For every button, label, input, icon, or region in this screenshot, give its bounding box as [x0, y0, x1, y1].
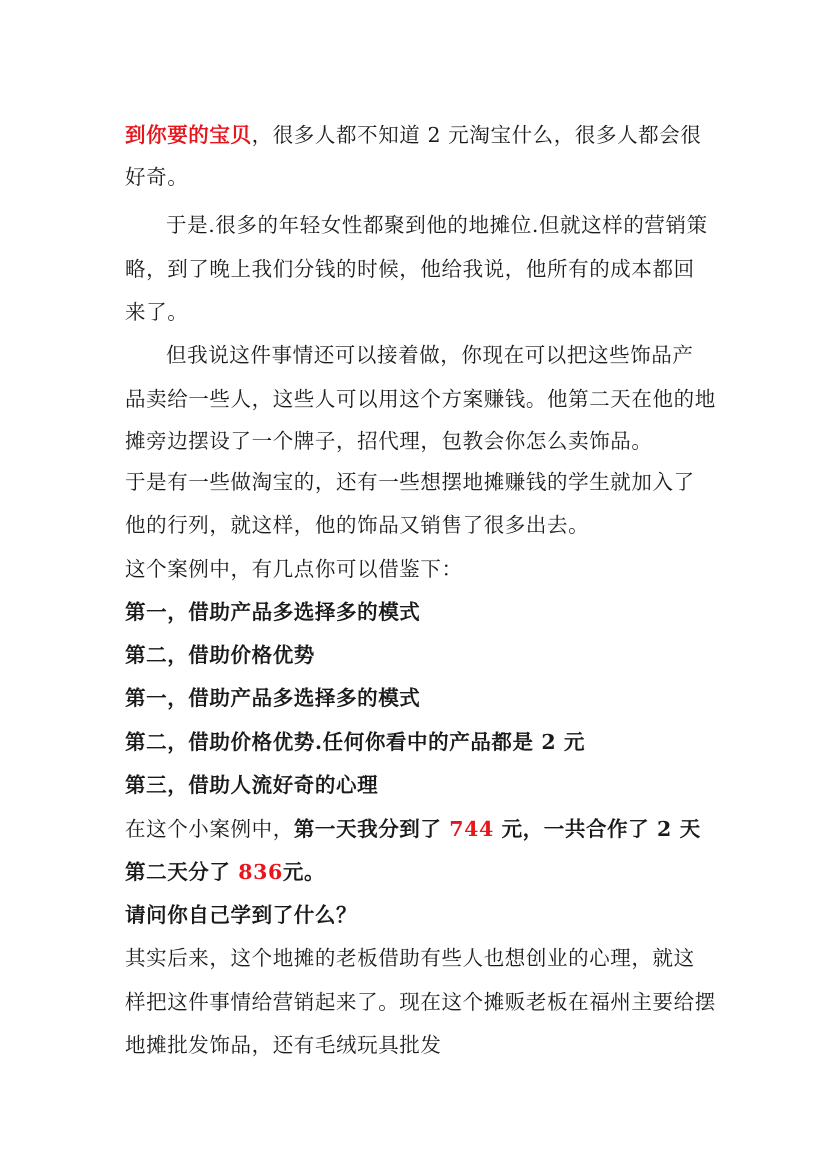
paragraph-2-line-1: 于是.很多的年轻女性都聚到他的地摊位.但就这样的营销策 [166, 213, 708, 237]
paragraph-1-line-1 [125, 118, 701, 148]
earnings-line-2 [125, 855, 325, 885]
question-heading: 请问你自己学到了什么？ [125, 903, 358, 927]
paragraph-3-line-2: 品卖给一些人，这些人可以用这个方案赚钱。他第二天在他的地 [125, 387, 716, 411]
paragraph-6-line-2: 样把这件事情给营销起来了。现在这个摊贩老板在福州主要给摆 [125, 990, 716, 1014]
point-5: 第三，借助人流好奇的心理 [125, 773, 379, 797]
point-4: 第二，借助价格优势.任何你看中的产品都是 2 元 [125, 730, 586, 754]
paragraph-4-line-2: 他的行列，就这样，他的饰品又销售了很多出去。 [125, 513, 590, 537]
point-2: 第二，借助价格优势 [125, 643, 315, 667]
highlight-phrase: 到你要的宝贝 [125, 123, 252, 147]
earnings-day2-suffix: 元。 [282, 860, 326, 884]
paragraph-2-line-2: 略，到了晚上我们分钱的时候，他给我说，他所有的成本都回 [125, 257, 695, 281]
point-1: 第一，借助产品多选择多的模式 [125, 600, 421, 624]
earnings-amount-day2: 836 [238, 860, 283, 884]
earnings-amount-day1: 744 [449, 817, 494, 841]
earnings-prefix: 在这个小案例中， [125, 817, 294, 841]
paragraph-3-line-3: 摊旁边摆设了一个牌子，招代理，包教会你怎么卖饰品。 [125, 429, 653, 453]
paragraph-6-line-1: 其实后来，这个地摊的老板借助有些人也想创业的心理，就这 [125, 946, 695, 970]
earnings-day1-label: 第一天我分到了 [293, 817, 450, 841]
paragraph-1-line-2: 好奇。 [125, 165, 189, 189]
paragraph-1-text: ，很多人都不知道 2 元淘宝什么，很多人都会很 [251, 123, 702, 147]
earnings-line-1 [125, 812, 701, 842]
paragraph-4-line-1: 于是有一些做淘宝的，还有一些想摆地摊赚钱的学生就加入了 [125, 470, 695, 494]
point-3: 第一，借助产品多选择多的模式 [125, 686, 421, 710]
paragraph-3-line-1: 但我说这件事情还可以接着做，你现在可以把这些饰品产 [166, 343, 694, 367]
paragraph-6-line-3: 地摊批发饰品，还有毛绒玩具批发 [125, 1033, 442, 1057]
paragraph-2-line-3: 来了。 [125, 300, 189, 324]
paragraph-5: 这个案例中，有几点你可以借鉴下： [125, 557, 463, 581]
earnings-day2-label: 第二天分了 [125, 860, 239, 884]
earnings-day1-suffix: 元，一共合作了 2 天 [493, 817, 701, 841]
